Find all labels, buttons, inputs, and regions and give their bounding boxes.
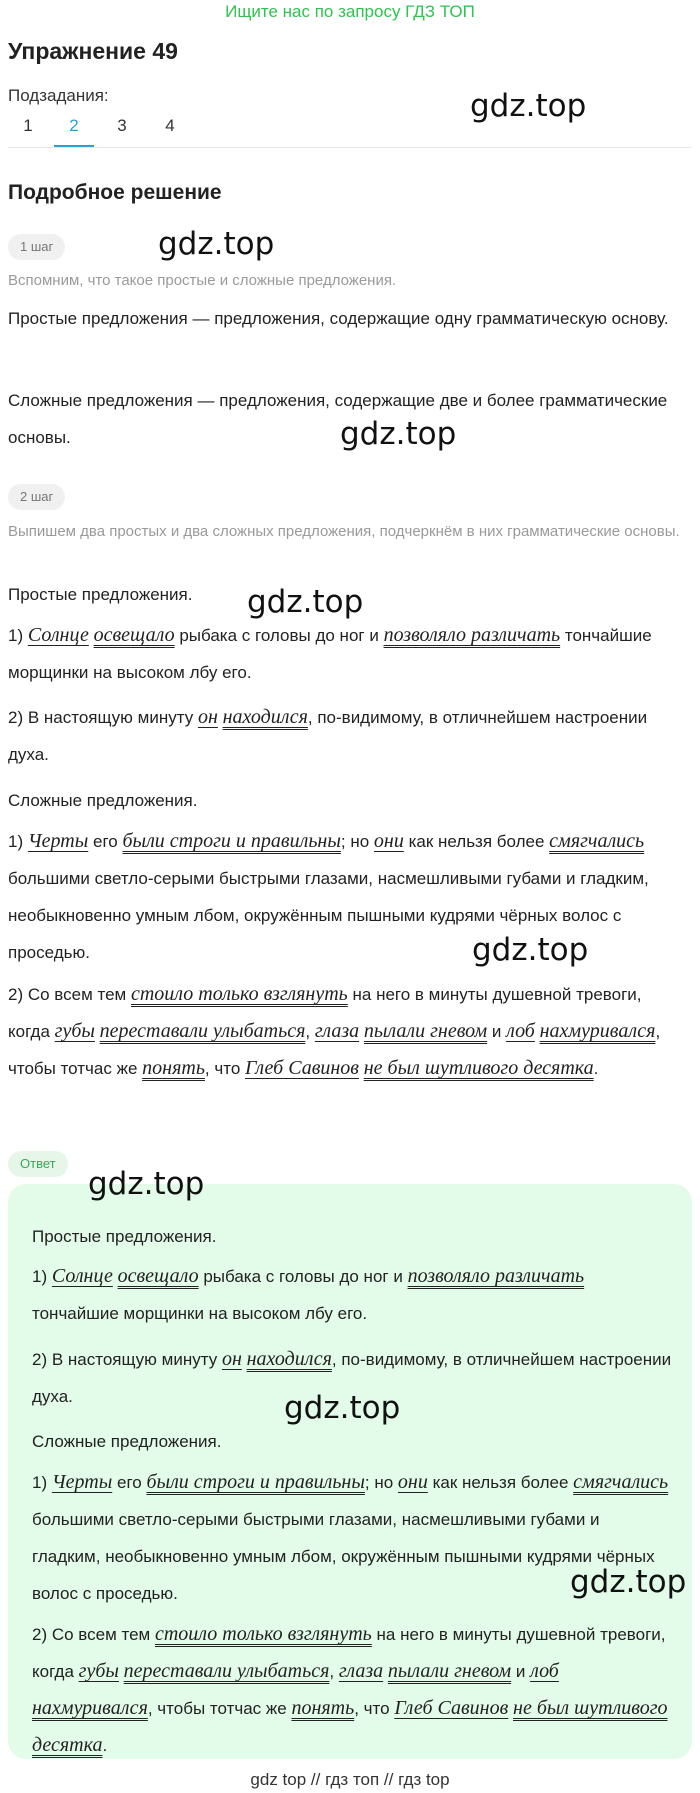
tab-subtask-4[interactable]: 4 [165, 116, 175, 135]
sentence-text: большими светло-серыми быстрыми глазами, насмешливыми губами и гладким, необыкновенно умным лбом, окружённым пышными кудрями чёрных волос с проседью. [8, 869, 649, 962]
complex-sentence-2: 2) Со всем тем стоило только взглянуть на него в минуты душевной тревоги, когда губы переставали улыбаться, глаза пылали гневом и лоб нахмуривался, чтобы тотчас же понять, что Глеб Савинов не был шутливого десятка. [8, 983, 661, 1079]
sentence-text: тончайшие морщинки на высоком лбу его. [8, 626, 652, 682]
predicate: понять [142, 1057, 205, 1079]
complex-definition: Сложные предложения — предложения, содержащие две и более грамматические основы. [8, 391, 668, 447]
sentence-text: и [515, 1662, 526, 1681]
watermark: gdz.top [158, 226, 275, 262]
predicate: стоило только взглянуть [130, 983, 348, 1005]
predicate: пылали гневом [387, 1660, 512, 1682]
watermark: gdz.top [472, 932, 589, 968]
simple-definition: Простые предложения — предложения, содержащие одну грамматическую основу. [8, 309, 669, 328]
watermark: gdz.top [470, 88, 587, 124]
sentence-text: , что [354, 1699, 390, 1718]
sentence-text: его [92, 832, 118, 851]
answer-simple-heading: Простые предложения. [32, 1227, 217, 1246]
predicate: нахмуривался [32, 1697, 148, 1719]
sentence-text: 2) Со всем тем [8, 985, 127, 1004]
sentence-text: рыбака с головы до ног и [179, 626, 379, 645]
watermark: gdz.top [570, 1564, 687, 1600]
predicate: позволяло различать [407, 1265, 585, 1287]
sentence-text: на него в минуты душевной тревоги, когда [32, 1625, 666, 1681]
watermark: gdz.top [88, 1166, 205, 1202]
sentence-text: как нельзя более [408, 832, 545, 851]
predicate: освещало [117, 1265, 199, 1287]
predicate: переставали улыбаться [123, 1660, 330, 1682]
complex-heading: Сложные предложения. [8, 791, 198, 810]
watermark: gdz.top [340, 416, 457, 452]
sentence-text: и [491, 1022, 502, 1041]
sentence-text: 2) В настоящую минуту [8, 708, 194, 727]
subtask-tabs [8, 110, 692, 148]
predicate: находился [246, 1348, 332, 1370]
step-1-badge: 1 шаг [8, 234, 65, 260]
subject: глаза [338, 1660, 384, 1682]
subject: Солнце [51, 1265, 113, 1287]
sentence-number: 1) [8, 832, 24, 851]
answer-simple-sentence-1 [32, 1258, 672, 1332]
sentence-text: , чтобы тотчас же [8, 1022, 661, 1078]
sentence-text: , по-видимому, в отличнейшем настроении духа. [32, 1350, 672, 1406]
watermark: gdz.top [284, 1390, 401, 1426]
predicate: понять [291, 1697, 355, 1719]
subject: Глеб Савинов [394, 1697, 509, 1719]
subject: Черты [51, 1471, 113, 1493]
sentence-text: ; но [340, 832, 370, 851]
tab-subtask-3[interactable]: 3 [117, 116, 127, 135]
sentence-text: 2) В настоящую минуту [32, 1350, 218, 1369]
answer-badge: Ответ [8, 1151, 68, 1177]
subject: Глеб Савинов [245, 1057, 359, 1079]
answer-complex-sentence-2: 2) Со всем тем стоило только взглянуть на него в минуты душевной тревоги, когда губы переставали улыбаться, глаза пылали гневом и лоб нахмуривался, чтобы тотчас же понять, что Глеб Савинов не был шутливого десятка. [32, 1623, 668, 1756]
sentence-number: 1) [32, 1473, 48, 1492]
section-title: Подробное решение [8, 181, 222, 204]
sentence-text: большими светло-серыми быстрыми глазами, насмешливыми губами и гладким, необыкновенно умным лбом, окружённым пышными кудрями чёрных волос с проседью. [32, 1510, 655, 1603]
predicate: переставали улыбаться [99, 1020, 306, 1042]
predicate: были строги и правильны [122, 830, 341, 852]
sentence-text: тончайшие морщинки на высоком лбу его. [32, 1304, 368, 1323]
predicate: не был шутливого десятка [32, 1697, 668, 1756]
subject: Черты [27, 830, 89, 852]
predicate: не был шутливого десятка [363, 1057, 594, 1079]
footer-links[interactable]: gdz top // гдз топ // гдз top [250, 1770, 450, 1789]
subject: они [397, 1471, 428, 1493]
sentence-text: рыбака с головы до ног и [203, 1267, 403, 1286]
sentence-text: 2) Со всем тем [32, 1625, 151, 1644]
predicate: освещало [93, 624, 175, 646]
subject: лоб [506, 1020, 535, 1042]
predicate: пылали гневом [363, 1020, 488, 1042]
predicate: смягчались [573, 1471, 669, 1493]
sentence-text: , чтобы тотчас же [147, 1699, 287, 1718]
sentence-text: , что [204, 1059, 241, 1078]
simple-sentence-2 [8, 699, 688, 773]
subject: он [221, 1348, 242, 1370]
subject: он [197, 706, 218, 728]
step-2-hint: Выпишем два простых и два сложных предложения, подчеркнём в них грамматические основы. [8, 523, 680, 540]
sentence-text: на него в минуты душевной тревоги, когда [8, 985, 642, 1041]
sentence-text: , по-видимому, в отличнейшем настроении духа. [8, 708, 648, 764]
subject: губы [78, 1660, 119, 1682]
tab-subtask-2[interactable]: 2 [54, 116, 94, 147]
subject: лоб [530, 1660, 559, 1682]
step-2-badge: 2 шаг [8, 484, 65, 510]
predicate: были строги и правильны [146, 1471, 365, 1493]
subject: глаза [314, 1020, 360, 1042]
step-1-hint: Вспомним, что такое простые и сложные предложения. [8, 272, 397, 289]
predicate: позволяло различать [383, 624, 561, 646]
sentence-number: 1) [32, 1267, 48, 1286]
predicate: нахмуривался [539, 1020, 656, 1042]
subject: Солнце [27, 624, 89, 646]
simple-sentence-1 [8, 617, 688, 691]
page-title: Упражнение 49 [8, 38, 178, 64]
subject: губы [54, 1020, 95, 1042]
predicate: смягчались [549, 830, 645, 852]
answer-complex-heading: Сложные предложения. [32, 1432, 222, 1451]
simple-heading: Простые предложения. [8, 585, 193, 604]
watermark: gdz.top [247, 584, 364, 620]
sentence-text: его [116, 1473, 142, 1492]
sentence-number: 1) [8, 626, 24, 645]
sentence-text: ; но [364, 1473, 394, 1492]
subtasks-label: Подзадания: [8, 86, 109, 105]
predicate: находился [222, 706, 308, 728]
sentence-text: как нельзя более [432, 1473, 569, 1492]
predicate: стоило только взглянуть [154, 1623, 372, 1645]
tab-subtask-1[interactable]: 1 [23, 116, 33, 135]
subject: они [373, 830, 404, 852]
search-hint-banner[interactable]: Ищите нас по запросу ГДЗ ТОП [225, 2, 475, 21]
